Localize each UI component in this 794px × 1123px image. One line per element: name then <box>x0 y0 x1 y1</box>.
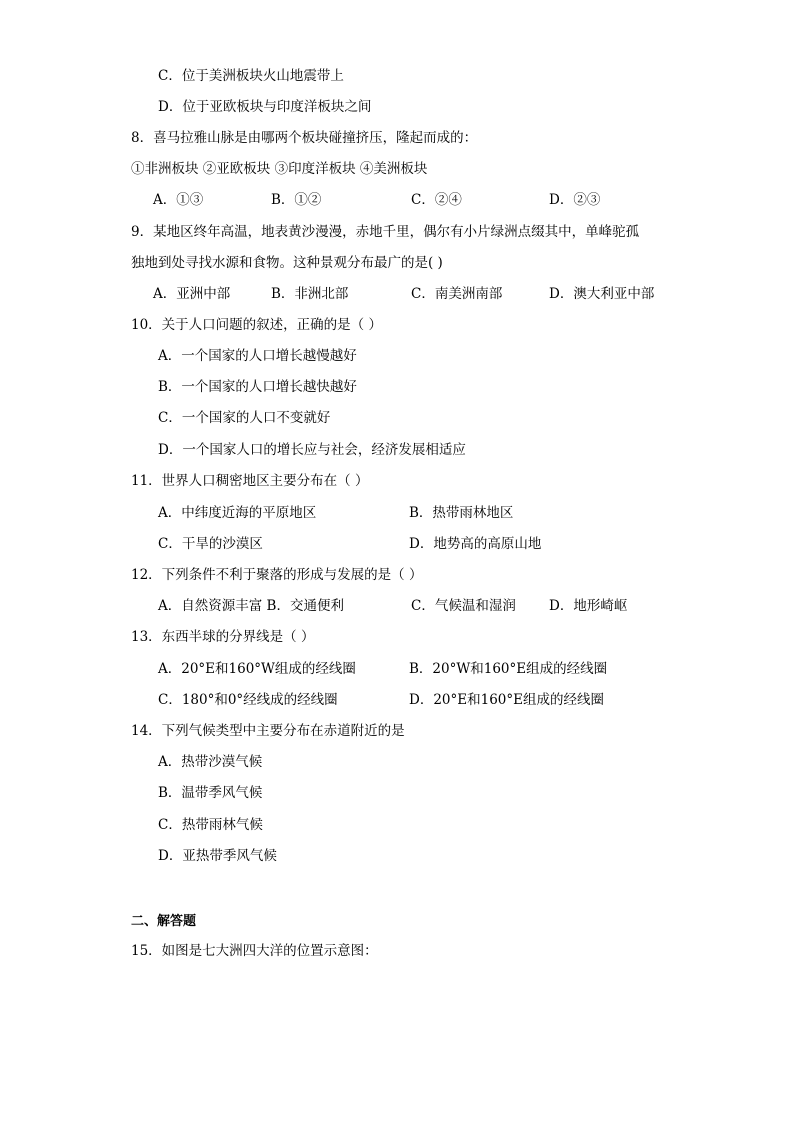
q14-stem: 14．下列气候类型中主要分布在赤道附近的是 <box>131 723 405 739</box>
q8-items: ①非洲板块 ②亚欧板块 ③印度洋板块 ④美洲板块 <box>131 161 428 177</box>
q10-option-b: B．一个国家的人口增长越快越好 <box>158 379 357 395</box>
q10-stem: 10．关于人口问题的叙述，正确的是（ ） <box>131 317 382 333</box>
q14-option-a: A．热带沙漠气候 <box>158 754 263 770</box>
q9-options-row <box>0 285 794 303</box>
q8-options-row <box>0 191 794 209</box>
q13-option-b: B．20°W和160°E组成的经线圈 <box>409 661 608 677</box>
q11-option-c: C．干旱的沙漠区 <box>158 536 263 552</box>
q9-option-d: D．澳大利亚中部 <box>549 286 655 302</box>
q9-option-a: A．亚洲中部 <box>153 286 231 302</box>
q14-option-d: D．亚热带季风气候 <box>158 848 277 864</box>
q9-option-c: C．南美洲南部 <box>411 286 503 302</box>
q10-option-d: D．一个国家人口的增长应与社会，经济发展相适应 <box>158 442 466 458</box>
q12-option-ab: A．自然资源丰富 B．交通便利 <box>158 598 344 614</box>
q12-option-d: D．地形崎岖 <box>549 598 628 614</box>
q12-options-row <box>0 597 794 615</box>
q9-option-b: B．非洲北部 <box>271 286 349 302</box>
q12-stem: 12．下列条件不利于聚落的形成与发展的是（ ） <box>131 567 423 583</box>
q8-option-a: A．①③ <box>153 192 204 208</box>
q13-option-a: A．20°E和160°W组成的经线圈 <box>158 661 356 677</box>
q11-option-b: B．热带雨林地区 <box>409 505 514 521</box>
q13-option-d: D．20°E和160°E组成的经线圈 <box>409 692 604 708</box>
q8-option-d: D．②③ <box>549 192 601 208</box>
q13-option-c: C．180°和0°经线成的经线圈 <box>158 692 338 708</box>
q11-option-d: D．地势高的高原山地 <box>409 536 542 552</box>
q14-option-b: B．温带季风气候 <box>158 785 263 801</box>
q11-option-a: A．中纬度近海的平原地区 <box>158 505 317 521</box>
q14-option-c: C．热带雨林气候 <box>158 817 263 833</box>
q9-stem-line1: 9．某地区终年高温，地表黄沙漫漫，赤地千里，偶尔有小片绿洲点缀其中，单峰驼孤 <box>131 224 640 240</box>
section-title: 二、解答题 <box>131 914 197 929</box>
q15-stem: 15．如图是七大洲四大洋的位置示意图： <box>131 943 378 959</box>
q10-option-c: C．一个国家的人口不变就好 <box>158 410 331 426</box>
q11-stem: 11．世界人口稠密地区主要分布在（ ） <box>131 473 369 489</box>
q13-stem: 13．东西半球的分界线是（ ） <box>131 629 315 645</box>
q8-option-c: C．②④ <box>411 192 462 208</box>
q7-option-c: C．位于美洲板块火山地震带上 <box>158 68 344 84</box>
q9-stem-line2: 独地到处寻找水源和食物。这种景观分布最广的是( ) <box>131 255 443 271</box>
q8-stem: 8．喜马拉雅山脉是由哪两个板块碰撞挤压，隆起而成的： <box>131 130 478 146</box>
q8-option-b: B．①② <box>271 192 322 208</box>
q10-option-a: A．一个国家的人口增长越慢越好 <box>158 348 357 364</box>
q7-option-d: D．位于亚欧板块与印度洋板块之间 <box>158 99 372 115</box>
q12-option-c: C．气候温和湿润 <box>411 598 516 614</box>
